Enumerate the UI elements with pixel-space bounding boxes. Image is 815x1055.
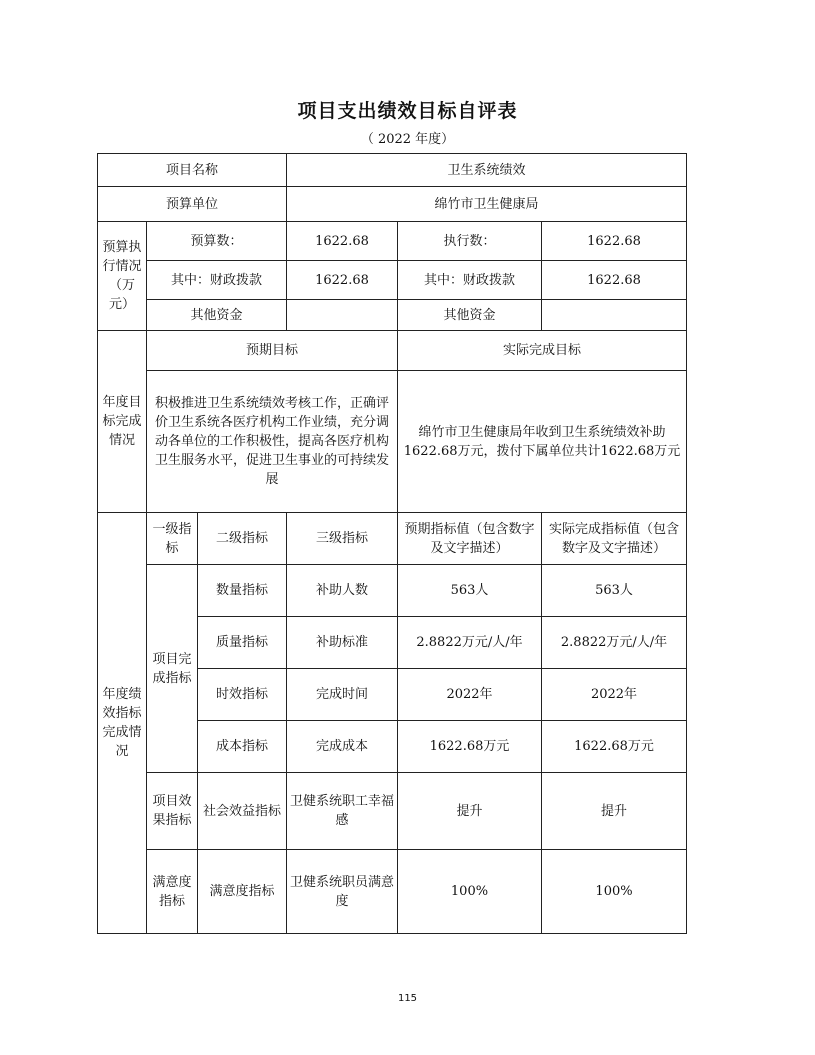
actual-value-cell: 563人 bbox=[542, 565, 687, 617]
level2-cell: 社会效益指标 bbox=[198, 773, 287, 850]
fiscal-row bbox=[98, 261, 687, 300]
actual-value-cell: 提升 bbox=[542, 773, 687, 850]
table-row bbox=[98, 850, 687, 934]
document-year: （ 2022 年度） bbox=[360, 132, 455, 147]
goals-header-row bbox=[98, 331, 687, 371]
actual-value-header: 实际完成指标值（包含数字及文字描述） bbox=[542, 513, 687, 565]
fiscal-exec-label: 其中：财政拨款 bbox=[398, 261, 542, 300]
expected-value-cell: 563人 bbox=[398, 565, 542, 617]
expected-value-cell: 100% bbox=[398, 850, 542, 934]
page-number: 115 bbox=[397, 993, 418, 1004]
expected-goal-text: 积极推进卫生系统绩效考核工作，正确评价卫生系统各医疗机构工作业绩，充分调动各单位的工作积极性，提高各医疗机构卫生服务水平，促进卫生事业的可持续发展 bbox=[147, 371, 398, 513]
other-funds-exec-label: 其他资金 bbox=[398, 300, 542, 331]
fiscal-exec-value: 1622.68 bbox=[542, 261, 687, 300]
other-funds-budget-value bbox=[287, 300, 398, 331]
level2-header: 二级指标 bbox=[198, 513, 287, 565]
budget-amount-label: 预算数： bbox=[147, 222, 287, 261]
completion-indicator-label: 项目完成指标 bbox=[147, 565, 198, 773]
level2-cell: 时效指标 bbox=[198, 669, 287, 721]
satisfaction-indicator-label: 满意度指标 bbox=[147, 850, 198, 934]
level2-cell: 满意度指标 bbox=[198, 850, 287, 934]
other-funds-label: 其他资金 bbox=[147, 300, 287, 331]
project-name-label: 项目名称 bbox=[98, 154, 287, 187]
level1-header: 一级指标 bbox=[147, 513, 198, 565]
actual-goal-text: 绵竹市卫生健康局年收到卫生系统绩效补助1622.68万元，拨付下属单位共计1622.68万元 bbox=[398, 371, 687, 513]
exec-amount-value: 1622.68 bbox=[542, 222, 687, 261]
fiscal-budget-label: 其中：财政拨款 bbox=[147, 261, 287, 300]
actual-value-cell: 1622.68万元 bbox=[542, 721, 687, 773]
budget-unit-label: 预算单位 bbox=[98, 187, 287, 222]
project-name-value: 卫生系统绩效 bbox=[287, 154, 687, 187]
actual-value-cell: 2022年 bbox=[542, 669, 687, 721]
document-title: 项目支出绩效目标自评表 bbox=[297, 100, 518, 122]
expected-value-cell: 1622.68万元 bbox=[398, 721, 542, 773]
budget-unit-value: 绵竹市卫生健康局 bbox=[287, 187, 687, 222]
effect-indicator-label: 项目效果指标 bbox=[147, 773, 198, 850]
expected-goal-header: 预期目标 bbox=[147, 331, 398, 371]
level3-header: 三级指标 bbox=[287, 513, 398, 565]
actual-value-cell: 2.8822万元/人/年 bbox=[542, 617, 687, 669]
level2-cell: 成本指标 bbox=[198, 721, 287, 773]
expected-value-cell: 2022年 bbox=[398, 669, 542, 721]
budget-row bbox=[98, 222, 687, 261]
level2-cell: 数量指标 bbox=[198, 565, 287, 617]
other-funds-exec-value bbox=[542, 300, 687, 331]
level3-cell: 补助标准 bbox=[287, 617, 398, 669]
indicators-header-row bbox=[98, 513, 687, 565]
level3-cell: 卫健系统职工幸福感 bbox=[287, 773, 398, 850]
evaluation-table bbox=[97, 153, 687, 934]
level2-cell: 质量指标 bbox=[198, 617, 287, 669]
goals-section-label: 年度目标完成情况 bbox=[98, 331, 147, 513]
project-name-row bbox=[98, 154, 687, 187]
expected-value-header: 预期指标值（包含数字及文字描述） bbox=[398, 513, 542, 565]
indicators-section-label: 年度绩效指标完成情况 bbox=[98, 513, 147, 934]
exec-amount-label: 执行数： bbox=[398, 222, 542, 261]
expected-value-cell: 提升 bbox=[398, 773, 542, 850]
actual-goal-header: 实际完成目标 bbox=[398, 331, 687, 371]
expected-value-cell: 2.8822万元/人/年 bbox=[398, 617, 542, 669]
level3-cell: 完成成本 bbox=[287, 721, 398, 773]
level3-cell: 卫健系统职员满意度 bbox=[287, 850, 398, 934]
table-row bbox=[98, 773, 687, 850]
budget-section-label: 预算执行情况（万元） bbox=[98, 222, 147, 331]
table-row bbox=[98, 565, 687, 617]
actual-value-cell: 100% bbox=[542, 850, 687, 934]
goals-content-row bbox=[98, 371, 687, 513]
budget-amount-value: 1622.68 bbox=[287, 222, 398, 261]
fiscal-budget-value: 1622.68 bbox=[287, 261, 398, 300]
budget-unit-row bbox=[98, 187, 687, 222]
other-funds-row bbox=[98, 300, 687, 331]
level3-cell: 补助人数 bbox=[287, 565, 398, 617]
level3-cell: 完成时间 bbox=[287, 669, 398, 721]
